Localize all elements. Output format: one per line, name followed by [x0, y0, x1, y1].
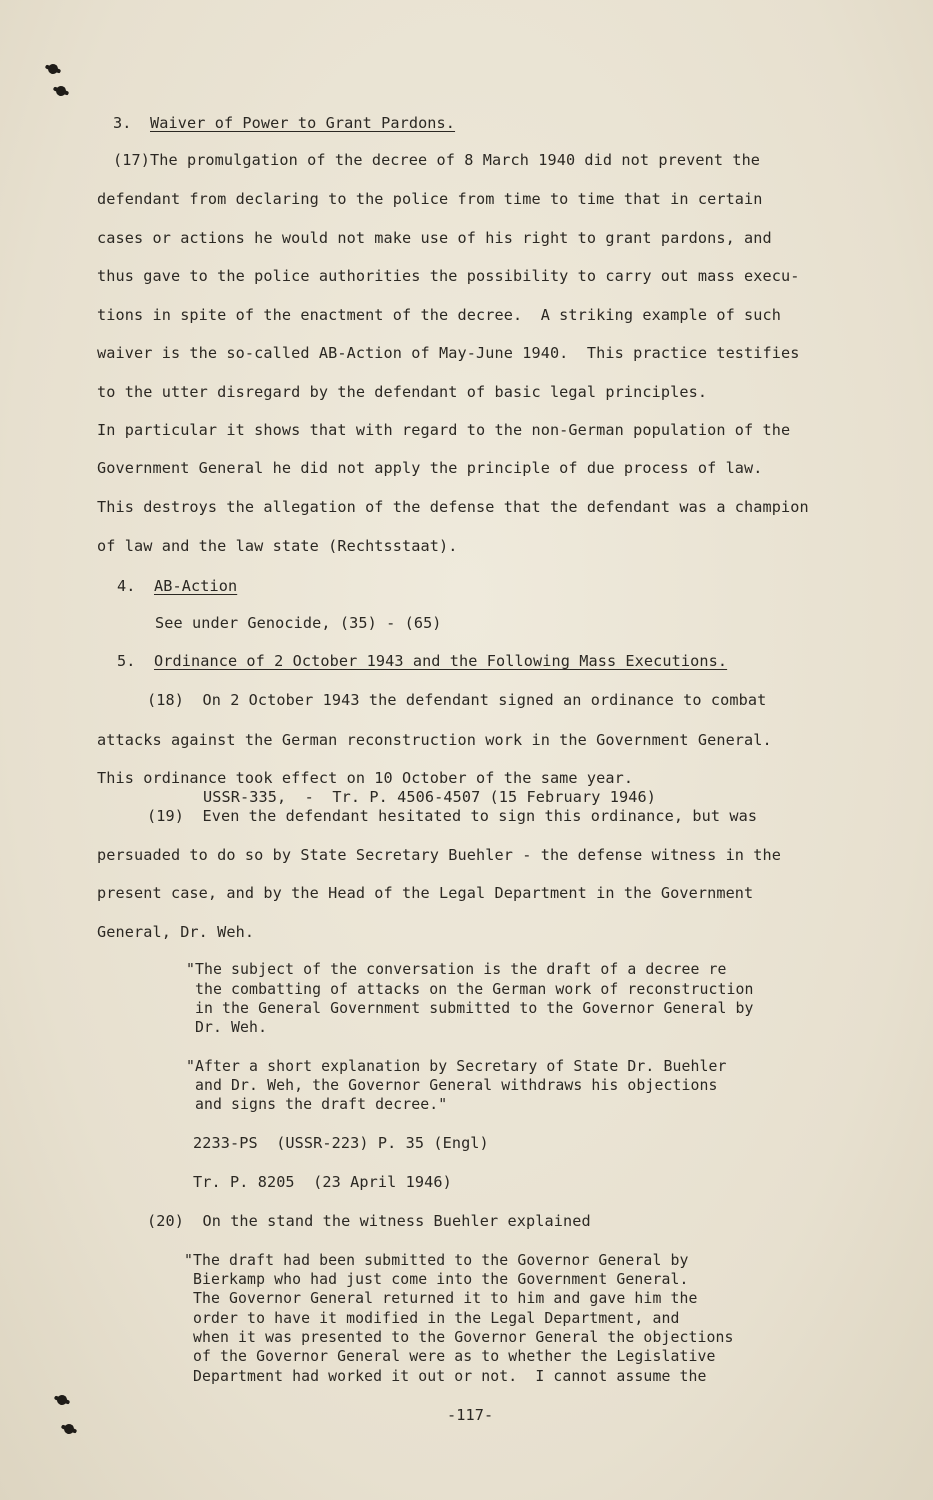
binder-hole-icon: [56, 1394, 69, 1407]
citation-line: USSR-335, - Tr. P. 4506-4507 (15 February 1946): [203, 788, 656, 806]
binder-hole-icon: [55, 85, 68, 98]
paragraph-line: This destroys the allegation of the defense that the defendant was a champion: [97, 498, 809, 516]
paragraph-line: (17)The promulgation of the decree of 8 March 1940 did not prevent the: [113, 151, 761, 169]
binder-hole-icon: [47, 63, 60, 76]
quote-line: and signs the draft decree.": [186, 1096, 448, 1113]
paragraph-line: (18) On 2 October 1943 the defendant signed an ordinance to combat: [147, 691, 767, 709]
paragraph-line: waiver is the so-called AB-Action of May-June 1940. This practice testifies: [97, 344, 800, 362]
section-3-heading: [113, 114, 455, 132]
section-number: 3.: [113, 114, 132, 132]
quote-line: Dr. Weh.: [186, 1019, 268, 1036]
quote-line: "The draft had been submitted to the Governor General by: [184, 1252, 689, 1269]
paragraph-line: cases or actions he would not make use of his right to grant pardons, and: [97, 229, 772, 247]
section-5-heading: [117, 652, 727, 670]
paragraph-line: thus gave to the police authorities the possibility to carry out mass execu-: [97, 267, 800, 285]
quote-line: "The subject of the conversation is the draft of a decree re: [186, 961, 727, 978]
quote-line: and Dr. Weh, the Governor General withdraws his objections: [186, 1077, 718, 1094]
citation-line: Tr. P. 8205 (23 April 1946): [193, 1173, 452, 1191]
binder-hole-icon: [63, 1423, 76, 1436]
paragraph-line: In particular it shows that with regard to the non-German population of the: [97, 421, 791, 439]
section-title: Waiver of Power to Grant Pardons.: [150, 114, 456, 132]
paragraph-line: This ordinance took effect on 10 October of the same year.: [97, 769, 634, 787]
paragraph-line: present case, and by the Head of the Legal Department in the Government: [97, 884, 754, 902]
quote-line: Department had worked it out or not. I cannot assume the: [184, 1368, 707, 1385]
paragraph-line: tions in spite of the enactment of the decree. A striking example of such: [97, 306, 782, 324]
quote-line: the combatting of attacks on the German work of reconstruction: [186, 981, 754, 998]
quote-line: order to have it modified in the Legal Department, and: [184, 1310, 680, 1327]
paragraph-line: attacks against the German reconstruction work in the Government General.: [97, 731, 772, 749]
quote-line: when it was presented to the Governor General the objections: [184, 1329, 734, 1346]
paragraph-line: defendant from declaring to the police from time to time that in certain: [97, 190, 763, 208]
citation-line: 2233-PS (USSR-223) P. 35 (Engl): [193, 1134, 489, 1152]
paragraph-line: of law and the law state (Rechtsstaat).: [97, 537, 458, 555]
section-number: 5.: [117, 652, 136, 670]
paragraph-line: General, Dr. Weh.: [97, 923, 255, 941]
page-number: -117-: [447, 1406, 494, 1424]
section-title: Ordinance of 2 October 1943 and the Following Mass Executions.: [154, 652, 728, 670]
quote-line: Bierkamp who had just come into the Government General.: [184, 1271, 689, 1288]
paragraph-line: Government General he did not apply the principle of due process of law.: [97, 459, 763, 477]
cross-reference: See under Genocide, (35) - (65): [155, 614, 442, 632]
section-number: 4.: [117, 577, 136, 595]
quote-line: in the General Government submitted to the Governor General by: [186, 1000, 754, 1017]
section-4-heading: [117, 577, 237, 595]
paragraph-line: to the utter disregard by the defendant of basic legal principles.: [97, 383, 708, 401]
quote-line: "After a short explanation by Secretary of State Dr. Buehler: [186, 1058, 727, 1075]
quote-line: The Governor General returned it to him and gave him the: [184, 1290, 698, 1307]
section-title: AB-Action: [154, 577, 238, 595]
quote-line: of the Governor General were as to whether the Legislative: [184, 1348, 716, 1365]
paragraph-line: persuaded to do so by State Secretary Buehler - the defense witness in the: [97, 846, 782, 864]
paragraph-line: (20) On the stand the witness Buehler explained: [147, 1212, 591, 1230]
paragraph-line: (19) Even the defendant hesitated to sign this ordinance, but was: [147, 807, 758, 825]
